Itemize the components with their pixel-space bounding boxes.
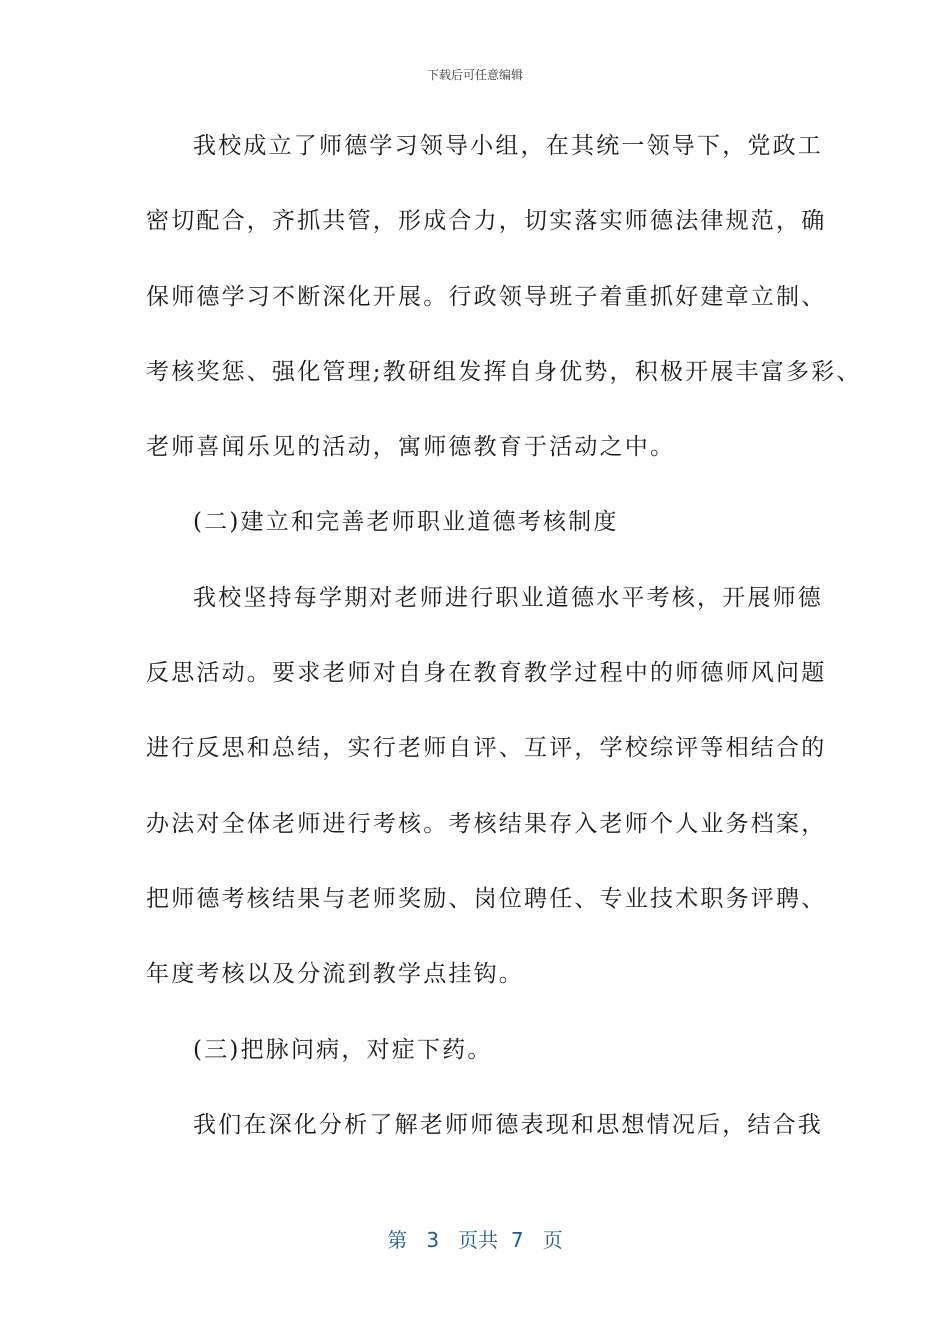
footer-suffix: 页 (542, 1228, 563, 1252)
paragraph-line: 保师德学习不断深化开展。行政领导班子着重抓好建章立制、 (146, 283, 827, 310)
section-heading: (二)建立和完善老师职业道德考核制度 (193, 509, 619, 536)
footer-total-pages: 7 (510, 1228, 524, 1252)
document-body (146, 126, 862, 1180)
paragraph-line: 密切配合，齐抓共管，形成合力，切实落实师德法律规范，确 (146, 208, 827, 235)
header-note: 下载后可任意编辑 (426, 68, 523, 82)
paragraph-line: 进行反思和总结，实行老师自评、互评，学校综评等相结合的 (146, 735, 827, 762)
paragraph-line: 我校成立了师德学习领导小组，在其统一领导下，党政工 (193, 133, 823, 159)
paragraph-line: 办法对全体老师进行考核。考核结果存入老师个人业务档案， (146, 810, 827, 837)
paragraph-line: 年度考核以及分流到教学点挂钩。 (146, 961, 524, 988)
page-footer (0, 1224, 950, 1253)
footer-prefix: 第 (387, 1228, 408, 1252)
paragraph-line: 老师喜闻乐见的活动，寓师德教育于活动之中。 (146, 434, 676, 461)
paragraph-line: 反思活动。要求老师对自身在教育教学过程中的师德师风问题 (146, 660, 827, 687)
paragraph-line: 我校坚持每学期对老师进行职业道德水平考核，开展师德 (193, 584, 823, 611)
paragraph-line: 考核奖惩、强化管理;教研组发挥自身优势，积极开展丰富多彩、 (146, 358, 862, 385)
section-heading: (三)把脉问病，对症下药。 (193, 1036, 493, 1063)
footer-middle: 页共 (458, 1228, 499, 1252)
paragraph-line: 把师德考核结果与老师奖励、岗位聘任、专业技术职务评聘、 (146, 885, 827, 912)
paragraph-line: 我们在深化分析了解老师师德表现和思想情况后，结合我 (193, 1111, 823, 1138)
footer-current-page: 3 (426, 1228, 440, 1252)
